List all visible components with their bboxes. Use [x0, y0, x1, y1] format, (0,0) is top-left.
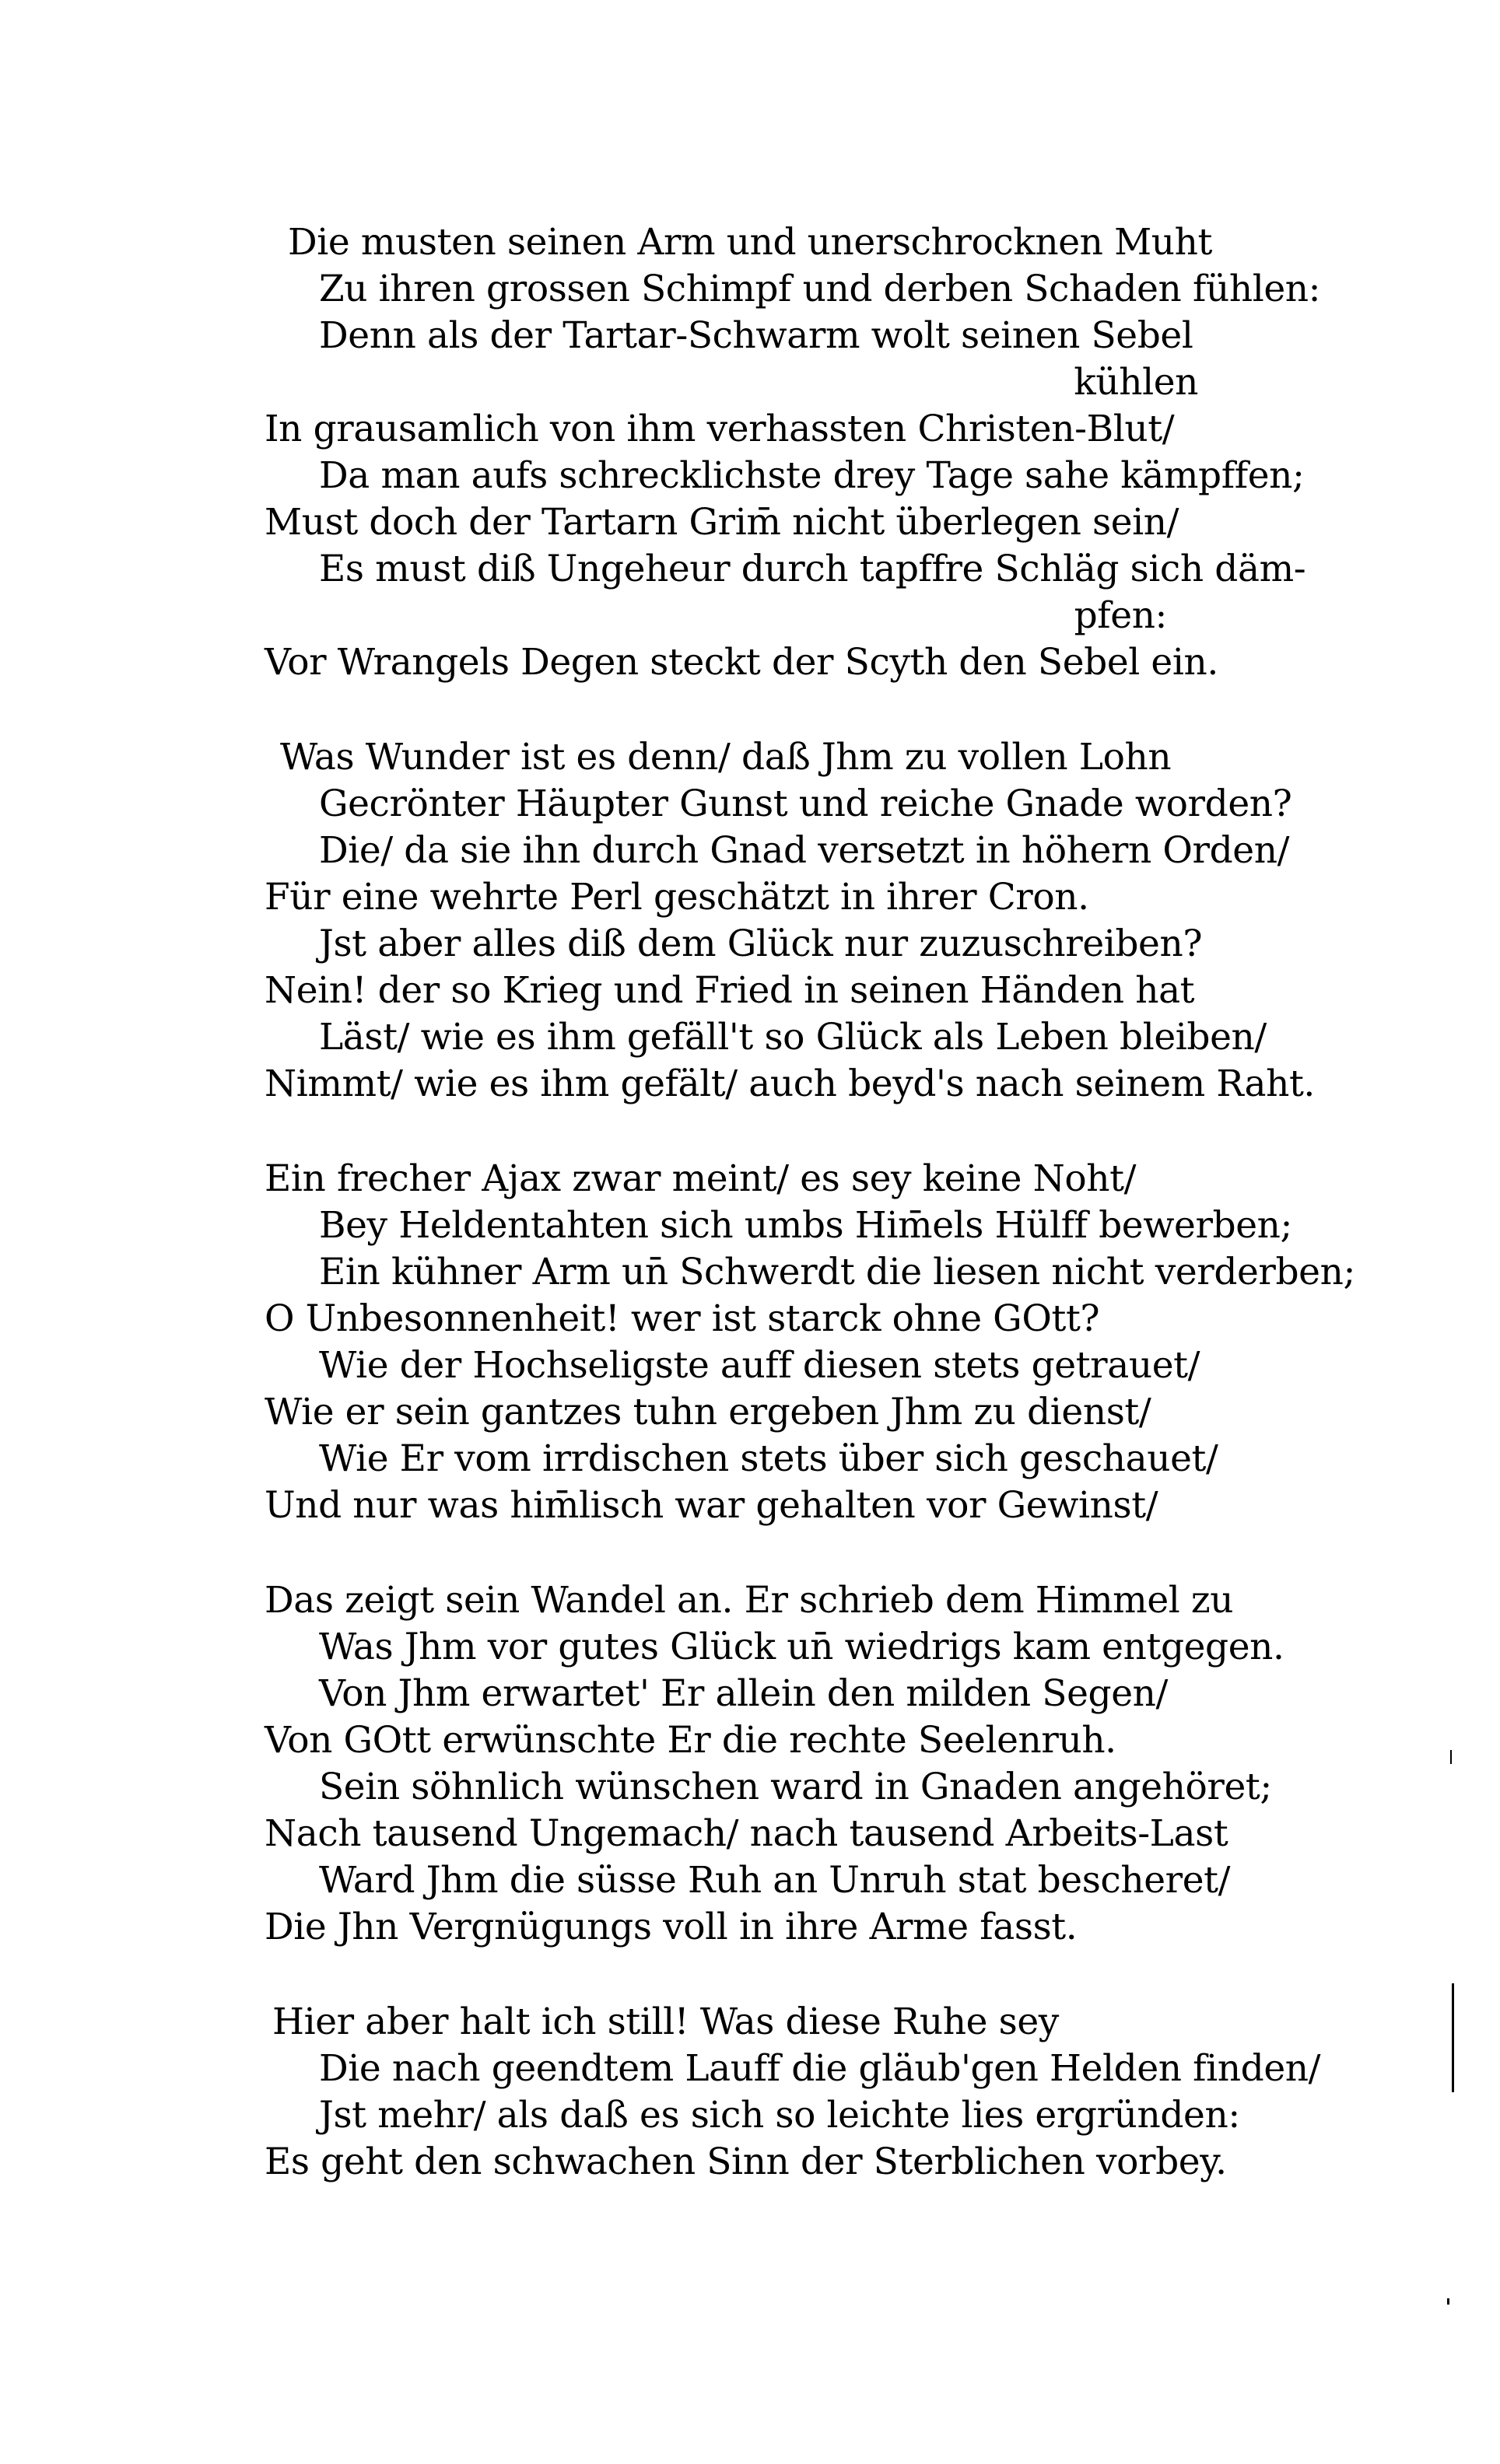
verse-line: Die nach geendtem Lauff die gläub'gen Helden finden/ — [319, 2047, 1321, 2090]
verse-line: Gecrönter Häupter Gunst und reiche Gnade worden? — [319, 782, 1292, 825]
verse-line: Must doch der Tartarn Grim̄ nicht überlegen sein/ — [265, 501, 1179, 544]
verse-line: Von GOtt erwünschte Er die rechte Seelenruh. — [265, 1719, 1116, 1762]
verse-line: Da man aufs schrecklichste drey Tage sahe kämpffen; — [319, 454, 1305, 497]
verse-line: Nach tausend Ungemach/ nach tausend Arbeits-Last — [265, 1812, 1228, 1855]
verse-line: Jst mehr/ als daß es sich so leichte lies ergründen: — [319, 2094, 1240, 2137]
verse-line: Für eine wehrte Perl geschätzt in ihrer Cron. — [265, 876, 1089, 919]
verse-line: Nimmt/ wie es ihm gefält/ auch beyd's nach seinem Raht. — [265, 1062, 1315, 1105]
poem-text — [265, 219, 1355, 2234]
stanza-2 — [265, 734, 1315, 1108]
stanza-4 — [265, 1577, 1284, 1951]
verse-line: Hier aber halt ich still! Was diese Ruhe sey — [272, 2000, 1059, 2043]
verse-line: Die musten seinen Arm und unerschrocknen Muht — [288, 221, 1213, 264]
scan-margin-mark — [1450, 1750, 1452, 1764]
verse-line: Sein söhnlich wünschen ward in Gnaden angehöret; — [319, 1766, 1272, 1808]
verse-line: Die Jhn Vergnügungs voll in ihre Arme fasst. — [265, 1906, 1078, 1948]
verse-line: Bey Heldentahten sich umbs Him̄els Hülff bewerben; — [319, 1204, 1292, 1247]
stanza-1 — [265, 219, 1321, 686]
scan-margin-mark — [1452, 1983, 1454, 2092]
verse-line: Es geht den schwachen Sinn der Sterblichen vorbey. — [265, 2140, 1227, 2183]
verse-line: Vor Wrangels Degen steckt der Scyth den Sebel ein. — [265, 641, 1218, 684]
verse-runover: kühlen — [1074, 361, 1198, 404]
verse-line: Es must diß Ungeheur durch tapffre Schläg sich däm- — [319, 548, 1306, 590]
verse-line: Das zeigt sein Wandel an. Er schrieb dem Himmel zu — [265, 1579, 1234, 1622]
scan-margin-mark — [1447, 2298, 1449, 2305]
verse-line: Was Wunder ist es denn/ daß Jhm zu vollen Lohn — [280, 736, 1172, 779]
verse-line: Und nur was him̄lisch war gehalten vor Gewinst/ — [265, 1484, 1158, 1527]
verse-runover: pfen: — [1074, 594, 1167, 637]
verse-line: Denn als der Tartar-Schwarm wolt seinen Sebel — [319, 314, 1193, 357]
verse-line: Wie Er vom irrdischen stets über sich geschauet/ — [319, 1437, 1218, 1480]
verse-line: Ein kühner Arm un̄ Schwerdt die liesen nicht verderben; — [319, 1251, 1355, 1293]
verse-line: Wie der Hochseligste auff diesen stets getrauet/ — [319, 1344, 1200, 1387]
verse-line: Jst aber alles diß dem Glück nur zuzuschreiben? — [319, 922, 1203, 965]
verse-line: Was Jhm vor gutes Glück un̄ wiedrigs kam entgegen. — [319, 1626, 1284, 1668]
verse-line: Die/ da sie ihn durch Gnad versetzt in höhern Orden/ — [319, 829, 1290, 872]
verse-line: Wie er sein gantzes tuhn ergeben Jhm zu dienst/ — [265, 1391, 1151, 1433]
stanza-5 — [265, 1999, 1321, 2186]
stanza-3 — [265, 1156, 1355, 1529]
verse-line: In grausamlich von ihm verhassten Christen-Blut/ — [265, 408, 1175, 450]
verse-line: Nein! der so Krieg und Fried in seinen Händen hat — [265, 969, 1195, 1012]
verse-line: Ward Jhm die süsse Ruh an Unruh stat bescheret/ — [319, 1859, 1231, 1902]
verse-line: Von Jhm erwartet' Er allein den milden Segen/ — [319, 1672, 1168, 1715]
verse-line: Ein frecher Ajax zwar meint/ es sey keine Noht/ — [265, 1157, 1137, 1200]
verse-line: Läst/ wie es ihm gefäll't so Glück als Leben bleiben/ — [319, 1016, 1267, 1059]
verse-line: O Unbesonnenheit! wer ist starck ohne GOtt? — [265, 1297, 1100, 1340]
verse-line: Zu ihren grossen Schimpf und derben Schaden fühlen: — [319, 268, 1321, 310]
